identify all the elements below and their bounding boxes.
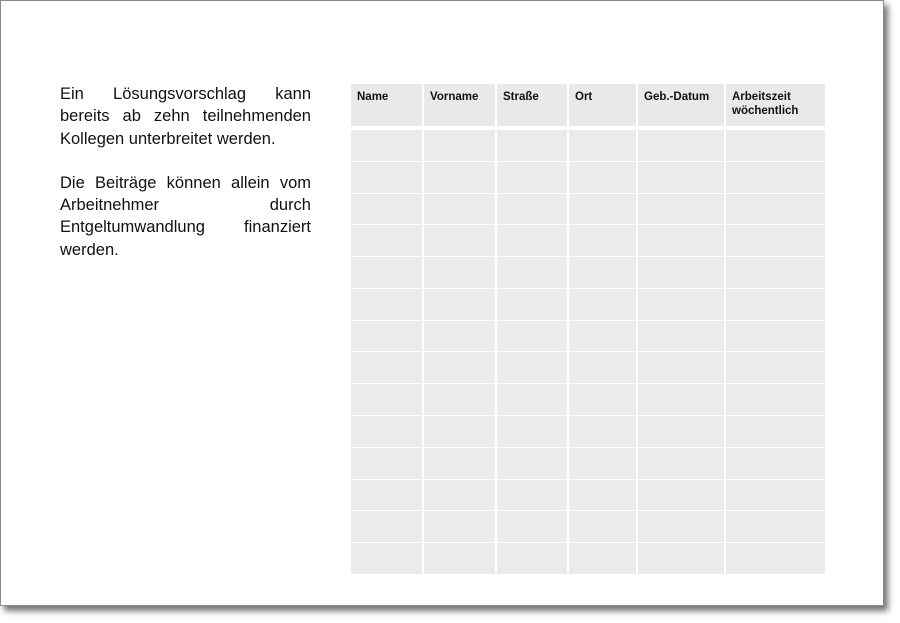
table-cell[interactable] [351, 130, 422, 162]
header-strasse: Straße [497, 84, 567, 130]
table-cell[interactable] [569, 130, 636, 162]
table-cell[interactable] [569, 416, 636, 448]
table-cell[interactable] [497, 162, 567, 194]
header-vorname: Vorname [424, 84, 495, 130]
table-cell[interactable] [351, 480, 422, 512]
table-cell[interactable] [726, 416, 825, 448]
table-cell[interactable] [638, 289, 724, 321]
table-cell[interactable] [351, 448, 422, 480]
table-cell[interactable] [726, 257, 825, 289]
table-cell[interactable] [638, 257, 724, 289]
table-cell[interactable] [497, 352, 567, 384]
table-cell[interactable] [726, 130, 825, 162]
table-cell[interactable] [569, 543, 636, 575]
table-cell[interactable] [497, 480, 567, 512]
table-cell[interactable] [351, 194, 422, 226]
table-cell[interactable] [424, 511, 495, 543]
table-cell[interactable] [497, 416, 567, 448]
table-cell[interactable] [726, 511, 825, 543]
table-cell[interactable] [351, 416, 422, 448]
table-cell[interactable] [638, 511, 724, 543]
table-cell[interactable] [351, 321, 422, 353]
table-cell[interactable] [638, 162, 724, 194]
table-cell[interactable] [726, 543, 825, 575]
table-cell[interactable] [351, 225, 422, 257]
table-cell[interactable] [424, 289, 495, 321]
table-cell[interactable] [569, 194, 636, 226]
table-cell[interactable] [726, 225, 825, 257]
table-cell[interactable] [424, 384, 495, 416]
table-cell[interactable] [497, 511, 567, 543]
table-cell[interactable] [638, 384, 724, 416]
table-cell[interactable] [351, 257, 422, 289]
header-arbeitszeit: Arbeitszeit wöchentlich [726, 84, 825, 130]
table-cell[interactable] [569, 257, 636, 289]
table-cell[interactable] [424, 130, 495, 162]
table-cell[interactable] [424, 543, 495, 575]
table-cell[interactable] [726, 384, 825, 416]
table-cell[interactable] [569, 448, 636, 480]
table-cell[interactable] [569, 384, 636, 416]
table-cell[interactable] [424, 194, 495, 226]
table-cell[interactable] [424, 225, 495, 257]
table-cell[interactable] [726, 480, 825, 512]
table-cell[interactable] [497, 543, 567, 575]
table-cell[interactable] [497, 194, 567, 226]
table-cell[interactable] [497, 257, 567, 289]
table-cell[interactable] [569, 352, 636, 384]
table-cell[interactable] [569, 289, 636, 321]
table-cell[interactable] [569, 225, 636, 257]
table-cell[interactable] [351, 511, 422, 543]
table-cell[interactable] [351, 289, 422, 321]
table-cell[interactable] [497, 448, 567, 480]
table-cell[interactable] [424, 257, 495, 289]
table-cell[interactable] [638, 480, 724, 512]
table-cell[interactable] [726, 448, 825, 480]
header-geb-datum: Geb.-Datum [638, 84, 724, 130]
table-cell[interactable] [424, 321, 495, 353]
table-cell[interactable] [351, 543, 422, 575]
table-cell[interactable] [424, 416, 495, 448]
header-name: Name [351, 84, 422, 130]
table-cell[interactable] [497, 321, 567, 353]
table-cell[interactable] [638, 416, 724, 448]
table-cell[interactable] [726, 321, 825, 353]
table-cell[interactable] [726, 194, 825, 226]
table-cell[interactable] [726, 162, 825, 194]
table-cell[interactable] [569, 321, 636, 353]
table-cell[interactable] [424, 352, 495, 384]
table-cell[interactable] [497, 130, 567, 162]
table-cell[interactable] [726, 352, 825, 384]
table-cell[interactable] [726, 289, 825, 321]
paragraph-financing: Die Beiträge können allein vom Arbeitnehmer durch Entgeltumwandlung finanziert werden. [60, 173, 311, 259]
participant-table [351, 84, 815, 575]
table-cell[interactable] [638, 194, 724, 226]
table-cell[interactable] [351, 384, 422, 416]
table-cell[interactable] [638, 130, 724, 162]
table-cell[interactable] [424, 162, 495, 194]
table-cell[interactable] [497, 289, 567, 321]
table-cell[interactable] [351, 352, 422, 384]
info-text [60, 83, 311, 283]
table-cell[interactable] [638, 543, 724, 575]
table-cell[interactable] [638, 321, 724, 353]
table-cell[interactable] [638, 448, 724, 480]
table-cell[interactable] [351, 162, 422, 194]
paragraph-min-participants: Ein Lösungsvorschlag kann bereits ab zehn teilnehmenden Kollegen unterbreitet werden. [60, 85, 311, 148]
table-cell[interactable] [569, 162, 636, 194]
table-cell[interactable] [569, 511, 636, 543]
header-ort: Ort [569, 84, 636, 130]
table-cell[interactable] [424, 480, 495, 512]
table-cell[interactable] [638, 225, 724, 257]
table-cell[interactable] [497, 384, 567, 416]
table-cell[interactable] [497, 225, 567, 257]
table-cell[interactable] [638, 352, 724, 384]
table-cell[interactable] [569, 480, 636, 512]
table-cell[interactable] [424, 448, 495, 480]
